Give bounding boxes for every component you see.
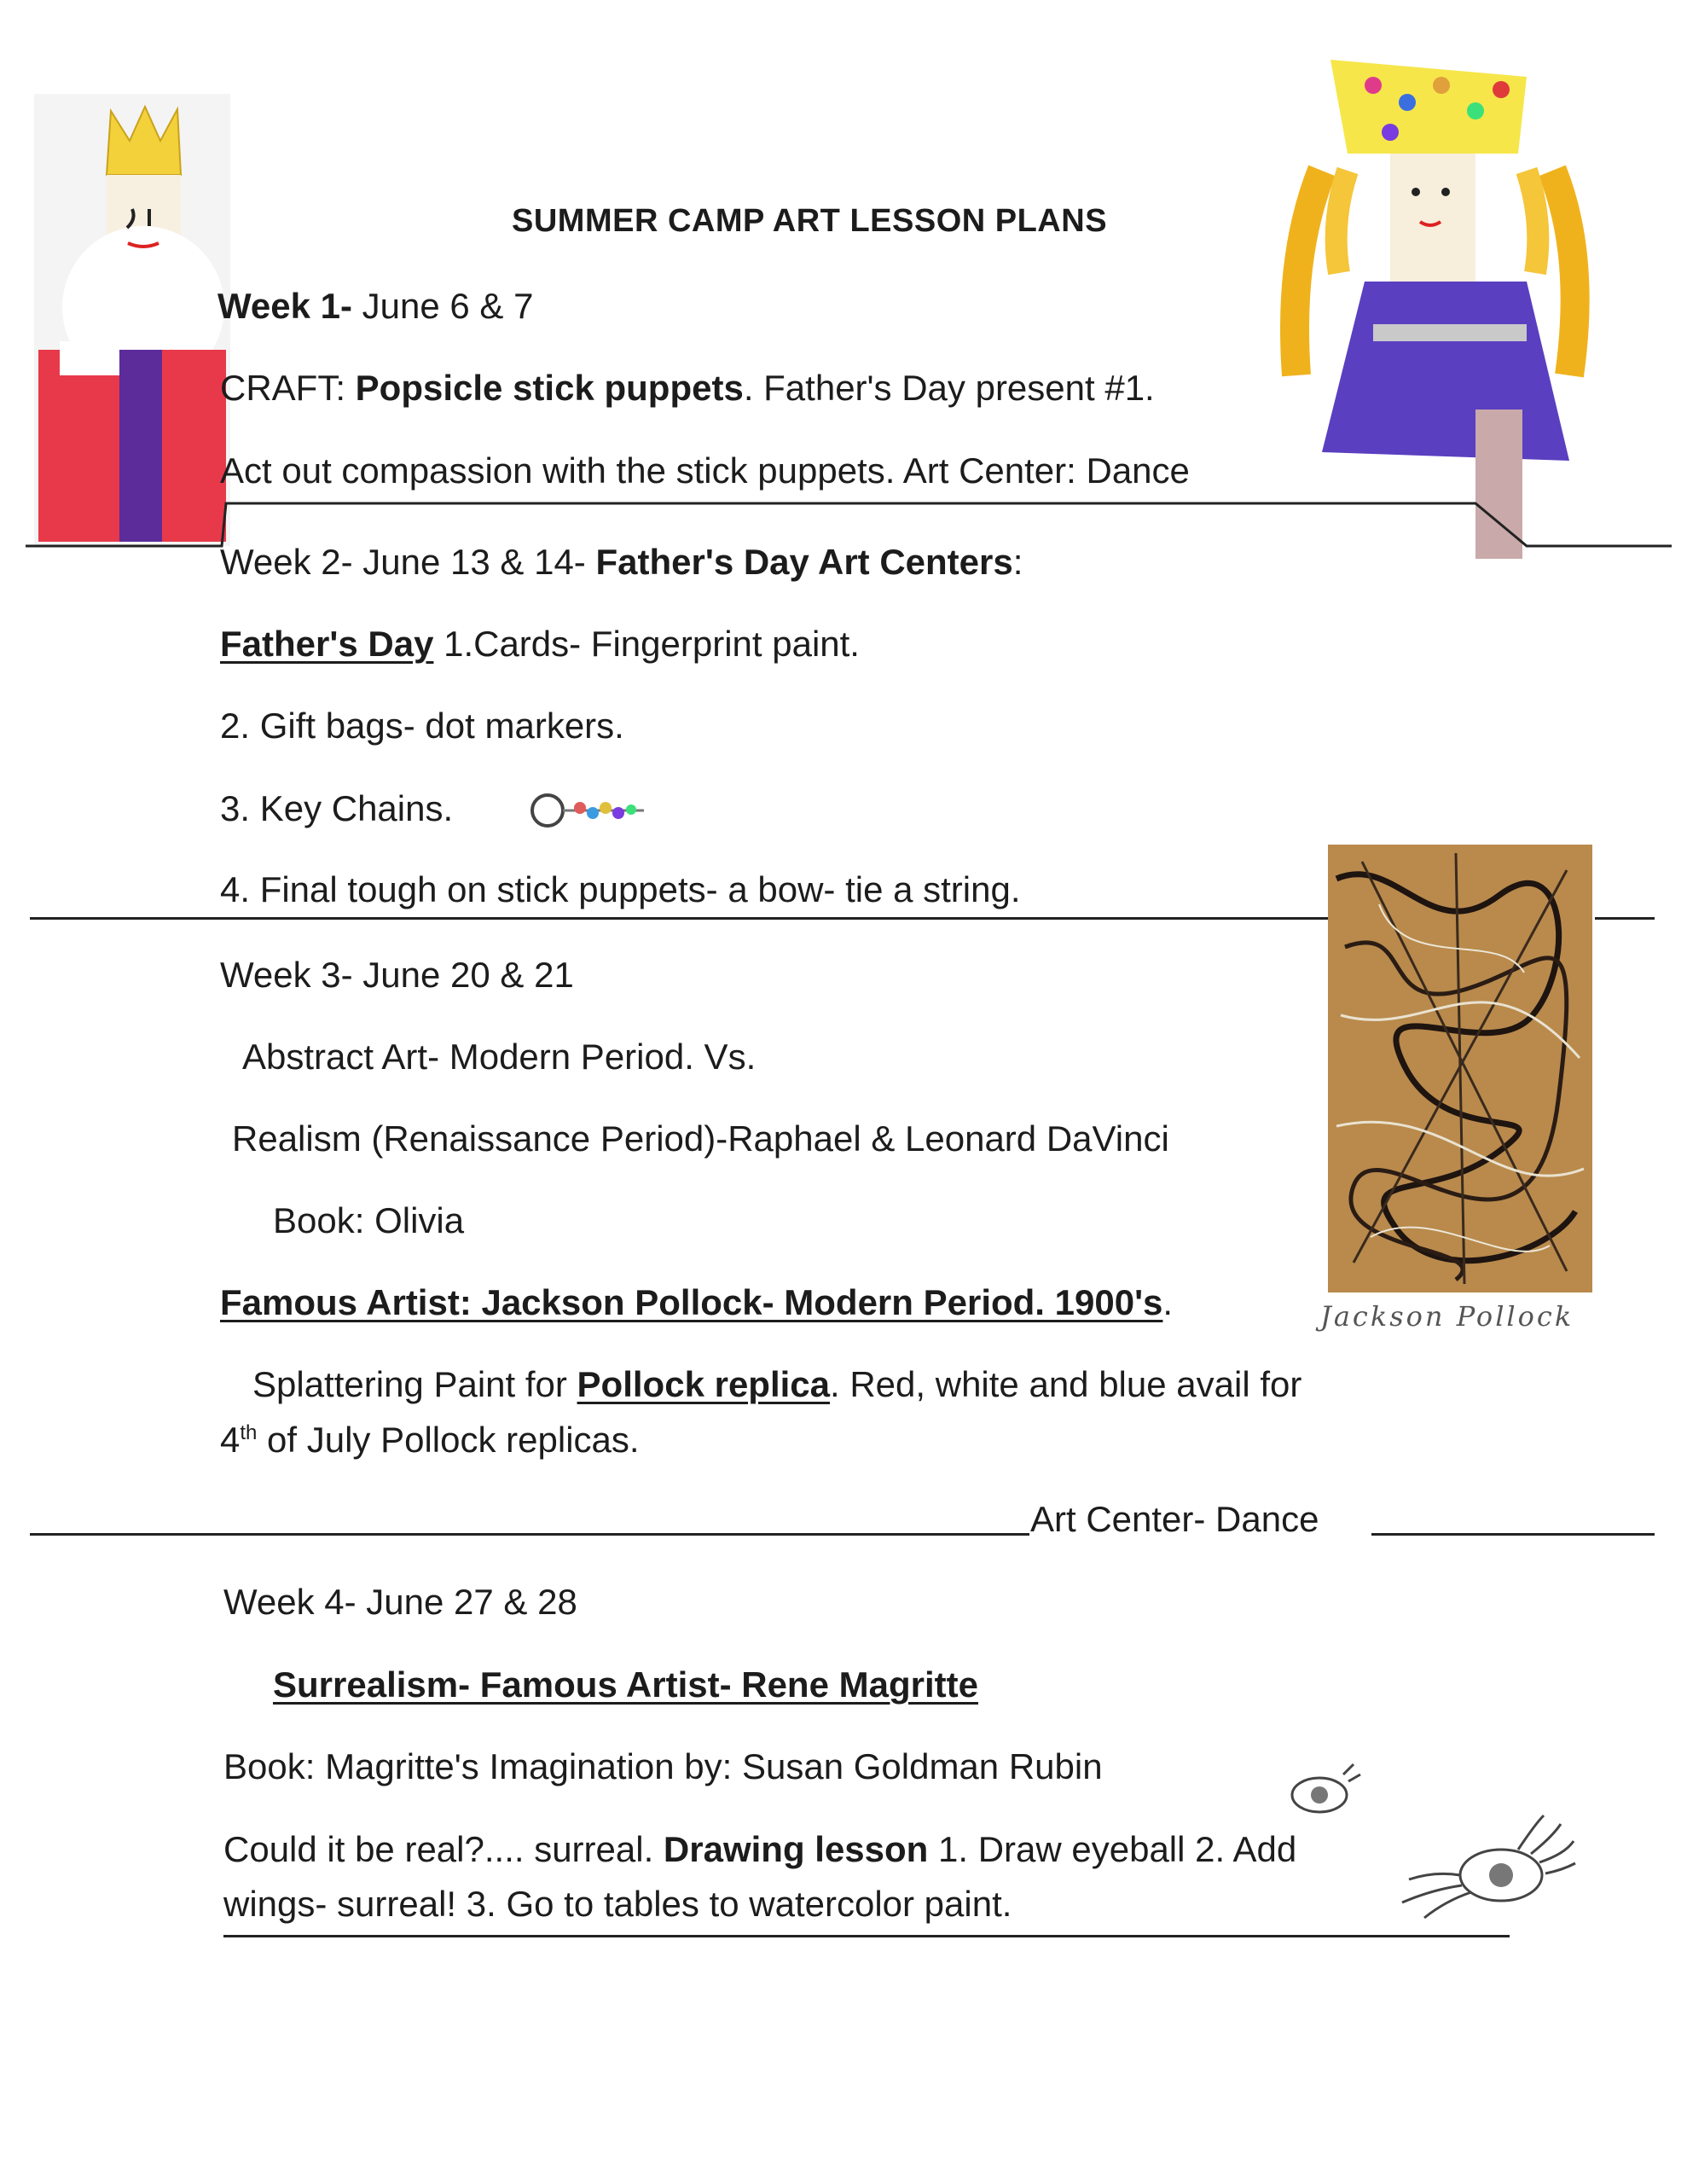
famous-artist-period: .	[1162, 1282, 1174, 1322]
item1-text: 1.Cards- Fingerprint paint.	[433, 624, 860, 664]
week1-label: Week 1-	[217, 286, 352, 326]
week4-wings: wings- surreal! 3. Go to tables to watercolor paint.	[223, 1884, 1012, 1924]
fathers-day-label: Father's Day	[220, 624, 434, 664]
drawing-steps: 1. Draw eyeball 2. Add	[928, 1829, 1297, 1869]
divider-2	[30, 917, 1343, 920]
week2-heading	[220, 541, 1023, 584]
week1-dates: June 6 & 7	[351, 286, 534, 326]
week3-splatter	[252, 1363, 1301, 1406]
pollock-replica-label: Pollock replica	[577, 1364, 831, 1404]
drawing-lesson-label: Drawing lesson	[663, 1829, 929, 1869]
week2-item3: 3. Key Chains.	[220, 788, 454, 828]
craft-name: Popsicle stick puppets	[355, 368, 744, 408]
famous-artist-text: Famous Artist: Jackson Pollock- Modern Period. 1900's	[220, 1282, 1163, 1322]
divider-2-right	[1595, 917, 1655, 920]
week4-heading: Week 4- June 27 & 28	[223, 1582, 577, 1622]
week3-book: Book: Olivia	[273, 1200, 465, 1240]
week2-item2: 2. Gift bags- dot markers.	[220, 706, 624, 746]
splatter-colors: . Red, white and blue avail for	[830, 1364, 1302, 1404]
painting-caption: Jackson Pollock	[1320, 1300, 1574, 1333]
keychain-icon	[529, 789, 652, 832]
week2-colon: :	[1012, 542, 1023, 582]
week4-surrealism: Surrealism- Famous Artist- Rene Magritte	[273, 1664, 978, 1705]
week3-realism: Realism (Renaissance Period)-Raphael & Leonard DaVinci	[232, 1118, 1169, 1159]
drawing-intro: Could it be real?.... surreal.	[223, 1829, 664, 1869]
week4-book: Book: Magritte's Imagination by: Susan Goldman Rubin	[223, 1746, 1103, 1786]
queen-puppet-image	[1271, 51, 1672, 563]
week1-craft	[220, 367, 1155, 410]
king-puppet-image	[34, 94, 230, 546]
week1-heading	[217, 285, 533, 328]
week3-heading: Week 3- June 20 & 21	[220, 955, 574, 995]
craft-note: . Father's Day present #1.	[743, 368, 1155, 408]
july-number: 4	[220, 1420, 241, 1460]
week4-drawing	[223, 1828, 1296, 1871]
art-center-line-left	[30, 1533, 1029, 1536]
pollock-painting-image	[1328, 845, 1592, 1292]
week2-item4: 4. Final tough on stick puppets- a bow- tie a string.	[220, 869, 1021, 909]
craft-label: CRAFT:	[220, 368, 356, 408]
page-title: SUMMER CAMP ART LESSON PLANS	[512, 203, 1108, 239]
week3-abstract: Abstract Art- Modern Period. Vs.	[242, 1037, 757, 1077]
july-suffix: th	[240, 1421, 258, 1444]
week3-art-center: Art Center- Dance	[1030, 1499, 1319, 1539]
winged-eye-doodle-icon	[1390, 1807, 1595, 1926]
divider-bottom	[223, 1935, 1510, 1937]
art-center-line-right	[1371, 1533, 1655, 1536]
splatter-text: Splattering Paint for	[252, 1364, 577, 1404]
eye-doodle-icon	[1284, 1759, 1365, 1819]
week3-july	[220, 1419, 640, 1461]
week2-theme: Father's Day Art Centers	[595, 542, 1013, 582]
week2-dates: Week 2- June 13 & 14-	[220, 542, 596, 582]
week3-famous-artist	[220, 1281, 1173, 1324]
week2-item1	[220, 623, 860, 665]
july-text: of July Pollock replicas.	[257, 1420, 640, 1460]
week1-activity: Act out compassion with the stick puppets. Art Center: Dance	[220, 450, 1190, 491]
